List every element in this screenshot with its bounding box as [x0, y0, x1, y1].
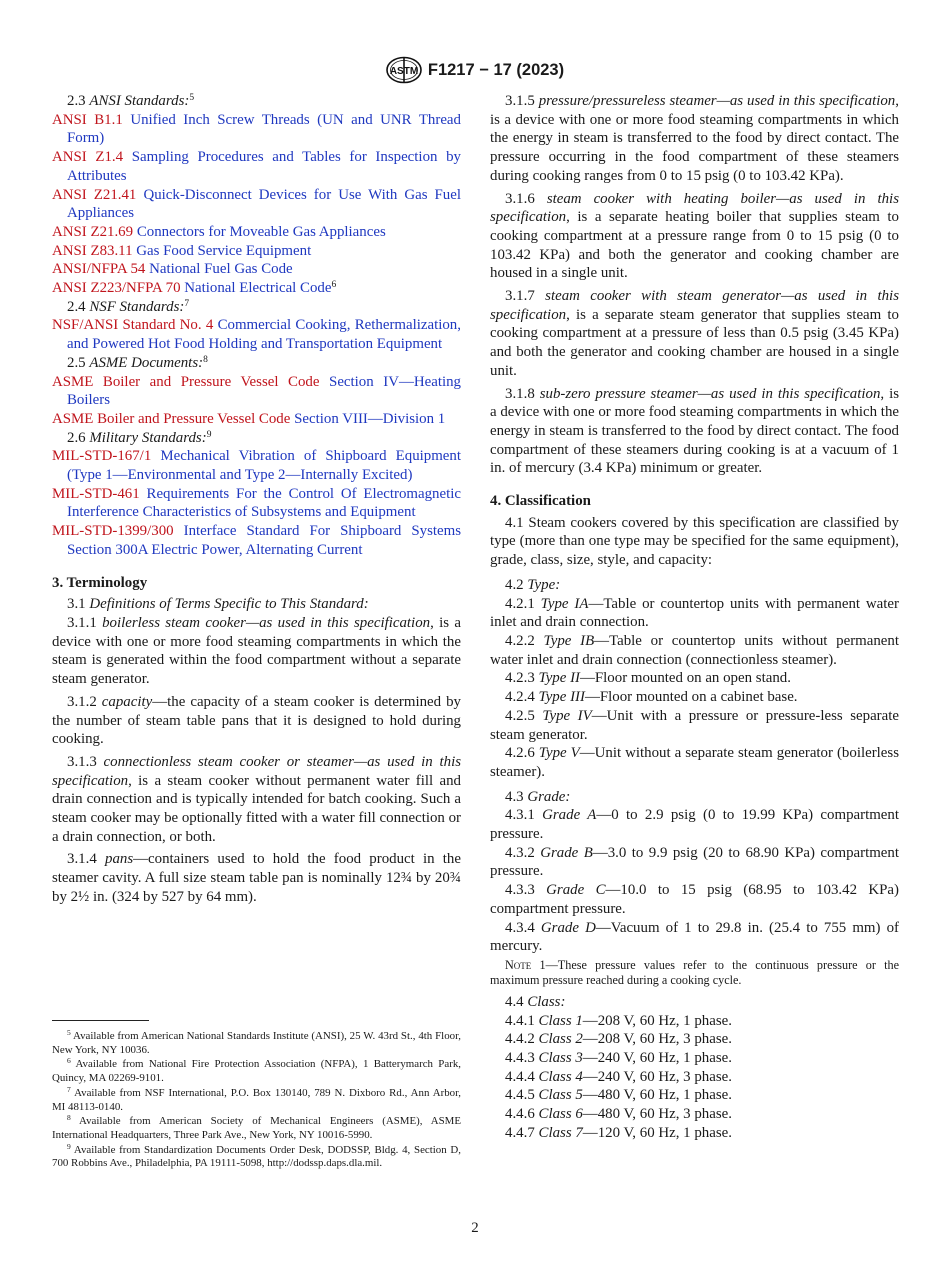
section-3-1: 3.1 Definitions of Terms Specific to This Standard:: [67, 596, 369, 613]
type-item: 4.2.1 Type IA—Table or countertop units with permanent water inlet and drain connection.: [490, 595, 899, 631]
section-2-5: 2.5 ASME Documents:$^8$: [67, 354, 208, 371]
type-item: 4.2.5 Type IV—Unit with a pressure or pressure-less separate steam generator.: [490, 707, 899, 743]
reference-item[interactable]: ANSI Z1.4 Sampling Procedures and Tables for Inspection by Attributes: [52, 149, 461, 184]
reference-item[interactable]: ASME Boiler and Pressure Vessel Code Section IV—Heating Boilers: [52, 373, 461, 409]
grade-item: 4.3.3 Grade C—10.0 to 15 psig (68.95 to 103.42 KPa) compartment pressure.: [490, 882, 900, 917]
note-1: Note 1—These pressure values refer to the continuous pressure or the maximum pressure reached during a cooking cycle.: [490, 957, 899, 987]
footnote: $^9$ Available from Standardization Documents Order Desk, DODSSP, Bldg. 4, Section D, 700 Robbins Ave., Philadelphia, PA 19111-5098, http://dodssp.daps.dla.mil.: [52, 1141, 461, 1170]
standard-designation: F1217 − 17 (2023): [427, 60, 565, 79]
section-2-3: 2.3 ANSI Standards:$^5$: [67, 93, 195, 109]
section-heading-classification: 4. Classification: [490, 493, 591, 510]
class-item: 4.4.5 Class 5—480 V, 60 Hz, 1 phase.: [505, 1087, 732, 1104]
definition-3-1-4: 3.1.4 pans—containers used to hold the food product in the steamer cavity. A full size steam table pan is nominally 12¾ by 20¾ by 2½ in. (324 by 527 by 64 mm).: [52, 851, 461, 905]
section-4-4: 4.4 Class:: [505, 993, 566, 1010]
section-4-3: 4.3 Grade:: [505, 788, 571, 805]
section-heading-terminology: 3. Terminology: [52, 574, 148, 591]
type-item: 4.2.4 Type III—Floor mounted on a cabinet base.: [505, 689, 798, 706]
class-item: 4.4.4 Class 4—240 V, 60 Hz, 3 phase.: [505, 1068, 732, 1085]
class-item: 4.4.1 Class 1—208 V, 60 Hz, 1 phase.: [505, 1012, 732, 1029]
section-4-2: 4.2 Type:: [505, 576, 561, 593]
class-item: 4.4.3 Class 3—240 V, 60 Hz, 1 phase.: [505, 1050, 732, 1067]
left-column: [52, 92, 461, 907]
right-column: [490, 92, 899, 1143]
definition-3-1-5: 3.1.5 pressure/pressureless steamer—as used in this specification, is a device with one or more food steaming compartments in which the energy in steam is transferred to the food by direct contact. The pressure occurring in the food compartment of these steamers during cooking ranges from 0 to 15 psig (0 to 103.42 KPa).: [490, 93, 899, 184]
section-2-4: 2.4 NSF Standards:$^7$: [67, 298, 190, 315]
section-4-1: 4.1 Steam cookers covered by this specification are classified by type (more than one type may be specified for the same equipment), grade, class, size, style, and capacity:: [490, 514, 899, 569]
class-item: 4.4.6 Class 6—480 V, 60 Hz, 3 phase.: [505, 1106, 732, 1123]
reference-item[interactable]: ANSI/NFPA 54 National Fuel Gas Code: [52, 261, 293, 278]
footnote: $^7$ Available from NSF International, P.O. Box 130140, 789 N. Dixboro Rd., Ann Arbor, MI 48113-0140.: [52, 1084, 461, 1113]
reference-item[interactable]: MIL-STD-461 Requirements For the Control Of Electromagnetic Interference Characteristics of Subsystems and Equipment: [52, 485, 461, 521]
reference-item[interactable]: NSF/ANSI Standard No. 4 Commercial Cooking, Rethermalization, and Powered Hot Food Holding and Transportation Equipment: [52, 317, 461, 353]
class-item: 4.4.2 Class 2—208 V, 60 Hz, 3 phase.: [505, 1031, 732, 1048]
footnotes: [52, 1030, 461, 1172]
type-item: 4.2.6 Type V—Unit without a separate steam generator (boilerless steamer).: [490, 745, 899, 780]
svg-text:ASTM: ASTM: [389, 66, 419, 77]
reference-item[interactable]: ANSI Z21.69 Connectors for Moveable Gas Appliances: [52, 223, 386, 240]
footnote-divider: [52, 1020, 149, 1021]
reference-item[interactable]: ASME Boiler and Pressure Vessel Code Section VIII—Division 1: [52, 410, 446, 427]
grade-item: 4.3.2 Grade B—3.0 to 9.9 psig (20 to 68.90 KPa) compartment pressure.: [490, 844, 899, 880]
definition-3-1-1: 3.1.1 boilerless steam cooker—as used in this specification, is a device with one or more food steaming compartments in which the steam is generated within the food compartment without a separate steam generator.: [52, 614, 461, 688]
definition-3-1-6: 3.1.6 steam cooker with heating boiler—as used in this specification, is a separate heating boiler that supplies steam to cooking compartment at a pressure range from 0 to 15 psig (0 to 103.42 KPa) and both the generator and cooking chamber are housed in a single unit.: [490, 190, 899, 282]
page-header: [0, 56, 950, 89]
grade-item: 4.3.1 Grade A—0 to 2.9 psig (0 to 19.99 KPa) compartment pressure.: [490, 807, 899, 843]
class-item: 4.4.7 Class 7—120 V, 60 Hz, 1 phase.: [505, 1124, 732, 1141]
reference-item[interactable]: MIL-STD-167/1 Mechanical Vibration of Shipboard Equipment (Type 1—Environmental and Type 2—Internally Excited): [52, 448, 461, 484]
definition-3-1-3: 3.1.3 connectionless steam cooker or steamer—as used in this specification, is a steam cooker without permanent water fill and drain connection and is typically intended for batch cooking. Such a steam cooker may be optionally fitted with a water fill connection or a drain connection, or both.: [52, 753, 461, 845]
definition-3-1-8: 3.1.8 sub-zero pressure steamer—as used in this specification, is a device with one or more food steaming compartments in which the energy in steam is transferred to the food by direct contact. The food compartment of these steamers during cooking is at a vacuum of 1 in. of mercury (3.4 KPa) minimum or greater.: [490, 385, 900, 477]
type-item: 4.2.2 Type IB—Table or countertop units without permanent water inlet and drain connection (connectionless steamer).: [490, 632, 899, 668]
page-number: 2: [471, 1220, 479, 1236]
footnote: $^5$ Available from American National Standards Institute (ANSI), 25 W. 43rd St., 4th Floor, New York, NY 10036.: [52, 1028, 461, 1056]
grade-item: 4.3.4 Grade D—Vacuum of 1 to 29.8 in. (25.4 to 755 mm) of mercury.: [490, 919, 899, 955]
astm-logo-icon: [386, 56, 422, 84]
reference-item[interactable]: ANSI Z21.41 Quick-Disconnect Devices for Use With Gas Fuel Appliances: [52, 186, 461, 222]
reference-item[interactable]: MIL-STD-1399/300 Interface Standard For Shipboard Systems Section 300A Electric Power, Alternating Current: [52, 523, 461, 558]
type-item: 4.2.3 Type II—Floor mounted on an open stand.: [505, 670, 791, 687]
reference-item[interactable]: ANSI Z83.11 Gas Food Service Equipment: [52, 242, 312, 259]
footnote: $^6$ Available from National Fire Protection Association (NFPA), 1 Batterymarch Park, Quincy, MA 02269-9101.: [52, 1056, 461, 1085]
footnote: $^8$ Available from American Society of Mechanical Engineers (ASME), ASME International Headquarters, Three Park Ave., New York, NY 10016-5990.: [52, 1113, 462, 1141]
section-2-6: 2.6 Military Standards:$^9$: [67, 429, 212, 446]
definition-3-1-7: 3.1.7 steam cooker with steam generator—as used in this specification, is a separate steam generator that supplies steam to cooking compartment at a pressure of less than 0.5 psig (3.45 KPa) and both the generator and cooking chamber are housed in a single unit.: [490, 288, 899, 379]
reference-item[interactable]: ANSI Z223/NFPA 70 National Electrical Code$^6$: [52, 280, 337, 297]
reference-item[interactable]: ANSI B1.1 Unified Inch Screw Threads (UN and UNR Thread Form): [52, 111, 461, 147]
definition-3-1-2: 3.1.2 capacity—the capacity of a steam cooker is determined by the number of steam table pans that it is designed to hold during cooking.: [52, 693, 461, 748]
